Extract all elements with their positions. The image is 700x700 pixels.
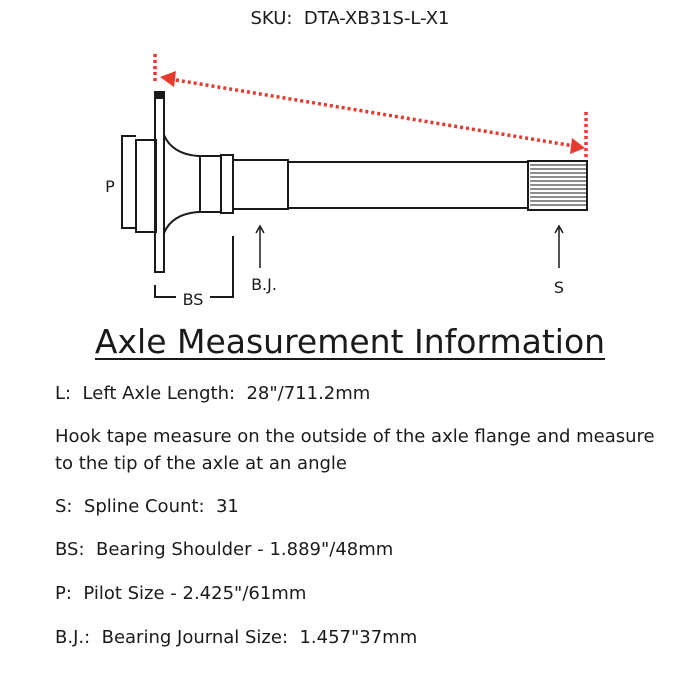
bearing-shoulder	[221, 155, 233, 213]
arrow-head-right	[570, 138, 585, 154]
sku-label: SKU: DTA-XB31S-L-X1	[250, 8, 450, 29]
label-bs: BS	[182, 290, 204, 309]
pilot-size: P: Pilot Size - 2.425"/61mm	[55, 583, 307, 604]
bearing-shoulder-bracket	[155, 236, 233, 297]
axle-shaft	[288, 162, 528, 208]
bearing-journal	[233, 160, 288, 209]
measurement-info	[55, 380, 675, 651]
pilot-hub	[136, 140, 156, 232]
label-p: P	[105, 177, 115, 196]
pilot-bracket	[122, 136, 136, 228]
axle-diagram	[0, 40, 700, 320]
flange-fillet	[164, 135, 221, 233]
left-axle-length: L: Left Axle Length: 28"/711.2mm	[55, 383, 371, 404]
page-title: Axle Measurement Information	[94, 322, 606, 361]
label-bj: B.J.	[251, 275, 277, 294]
label-s: S	[553, 278, 565, 297]
arrow-head-left	[160, 71, 176, 87]
axle-drawing	[136, 92, 587, 272]
length-measurement-arrow	[155, 54, 586, 160]
spline-count: S: Spline Count: 31	[55, 496, 239, 517]
bearing-journal-size: B.J.: Bearing Journal Size: 1.457"37mm	[55, 627, 418, 648]
measure-instructions: Hook tape measure on the outside of the axle flange and measure to the tip of the axle at an angle	[55, 426, 661, 474]
bearing-shoulder-size: BS: Bearing Shoulder - 1.889"/48mm	[55, 539, 394, 560]
spline-teeth	[530, 165, 586, 205]
